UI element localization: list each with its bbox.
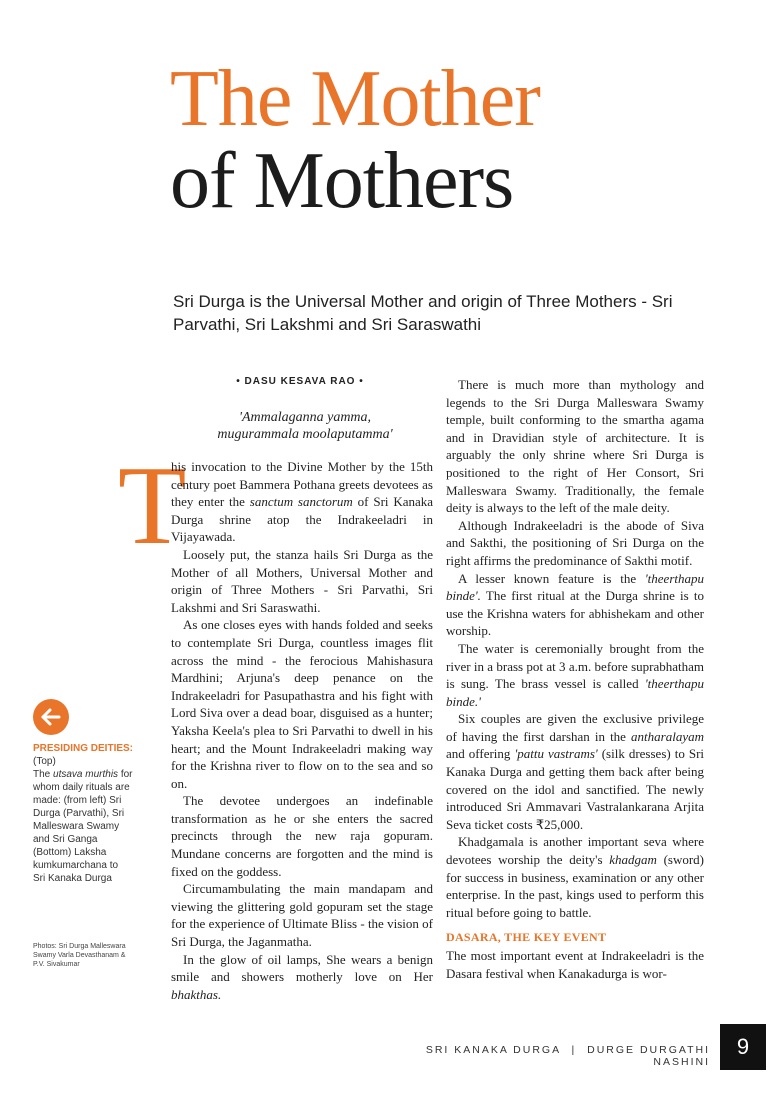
verse-line-1: 'Ammalaganna yamma, [238,410,372,425]
photo-credits: Photos: Sri Durga Malleswara Swamy Varla Devasthanam & P.V. Sivakumar [33,943,126,968]
paragraph: his invocation to the Divine Mother by the 15th century poet Bammera Pothana greets devotees as they enter the sanctum sanctorum of Sri Kanaka Durga shrine atop the Indrakeeladri in Vijayawada. [171,459,434,545]
back-arrow-icon[interactable] [33,699,69,735]
footer-separator: | [571,1044,577,1056]
section-heading: DASARA, THE KEY EVENT [446,930,607,945]
paragraph: Six couples are given the exclusive privilege of having the first darshan in the antharalayam and offering 'pattu vastrams' (silk dresses) to Sri Kanaka Durga and getting them back after being covered on the idol and sanctified. The newly introduced Sri Ammavari Vastralankarana Arjita Seva ticket costs ₹25,000. [446,711,705,832]
title-line-1: The Mother [170,55,540,143]
article-title [170,55,730,225]
paragraph: There is much more than mythology and legends to the Sri Durga Malleswara Swamy temple, built conforming to the smartha agama and in Dravidian style of architecture. It is arguably the only shrine where Sri Durga is positioned to the right of Her Consort, Sri Malleswara Swamy. Traditionally, the female deity is always to the left of the male deity. [446,377,704,516]
left-column [171,458,433,1003]
drop-cap: T [118,444,187,568]
footer-left: SRI KANAKA DURGA [425,1044,561,1056]
right-column [446,376,704,982]
opening-verse [180,409,430,443]
paragraph: The most important event at Indrakeeladri is the Dasara festival when Kanakadurga is wor- [446,948,704,981]
paragraph: Khadgamala is another important seva where devotees worship the deity's khadgam (sword) for success in business, examination or any other enterprise. In the past, kings used to perform this ritual before going to battle. [446,834,705,920]
paragraph: The devotee undergoes an indefinable transformation as he or she enters the sacred precincts through the new raja gopuram. Mundane concerns are forgotten and the mind is fixed on the goddess. [171,793,433,879]
page-number: 9 [720,1024,766,1070]
paragraph: Circumambulating the main mandapam and viewing the glittering gold gopuram set the stage for the experience of Ultimate Bliss - the vision of Sri Durga, the Jaganmatha. [171,881,433,950]
verse-line-2: mugurammala moolaputamma' [217,427,393,442]
paragraph: A lesser known feature is the 'theerthapu binde'. The first ritual at the Durga shrine is to use the Krishna waters for abhishekam and other worship. [446,570,705,639]
paragraph: In the glow of oil lamps, She wears a benign smile and showers motherly love on Her bhakthas. [171,951,433,1002]
arrow-left-icon [33,699,69,735]
footer-right: DURGE DURGATHI NASHINI [587,1044,710,1068]
paragraph: As one closes eyes with hands folded and seeks to contemplate Sri Durga, countless images flit across the mind - the ferocious Mahishasura Mardhini; Arjuna's deep penance on the Indrakeeladri for Pasupathastra and his fight with Lord Siva over a dead boar, disguised as a hunter; Yaksha Keela's plea to Sri Parvathi to dwell in his heart; and the Mount Indrakeeladri making way for the Krishna river to flow on to the sea and so on. [171,617,433,791]
caption-label: PRESIDING DEITIES: [33,743,134,754]
photo-caption [33,742,133,885]
caption-body: The utsava murthis for whom daily rituals are made: (from left) Sri Durga (Parvathi), Sri Malleswara Swamy and Sri Ganga (Bottom) Laksha kumkumarchana to Sri Kanaka Durga [33,769,133,884]
article-subtitle: Sri Durga is the Universal Mother and origin of Three Mothers - Sri Parvathi, Sri Lakshmi and Sri Saraswathi [173,292,673,334]
paragraph: Although Indrakeeladri is the abode of Siva and Sakthi, the positioning of Sri Durga on the right affirms the predominance of Sakthi motif. [446,517,704,568]
paragraph: The water is ceremonially brought from the river in a brass pot at 3 a.m. before suprabhatham is sung. The brass vessel is called 'theerthapu binde.' [446,640,705,709]
paragraph: Loosely put, the stanza hails Sri Durga as the Mother of all Mothers, Universal Mother and origin of Three Mothers - Sri Parvathi, Sri Lakshmi and Sri Saraswathi. [171,546,433,615]
page-footer [380,1044,710,1068]
caption-note: (Top) [33,756,56,767]
author-byline: • DASU KESAVA RAO • [236,376,364,387]
title-line-2: of Mothers [170,137,514,225]
